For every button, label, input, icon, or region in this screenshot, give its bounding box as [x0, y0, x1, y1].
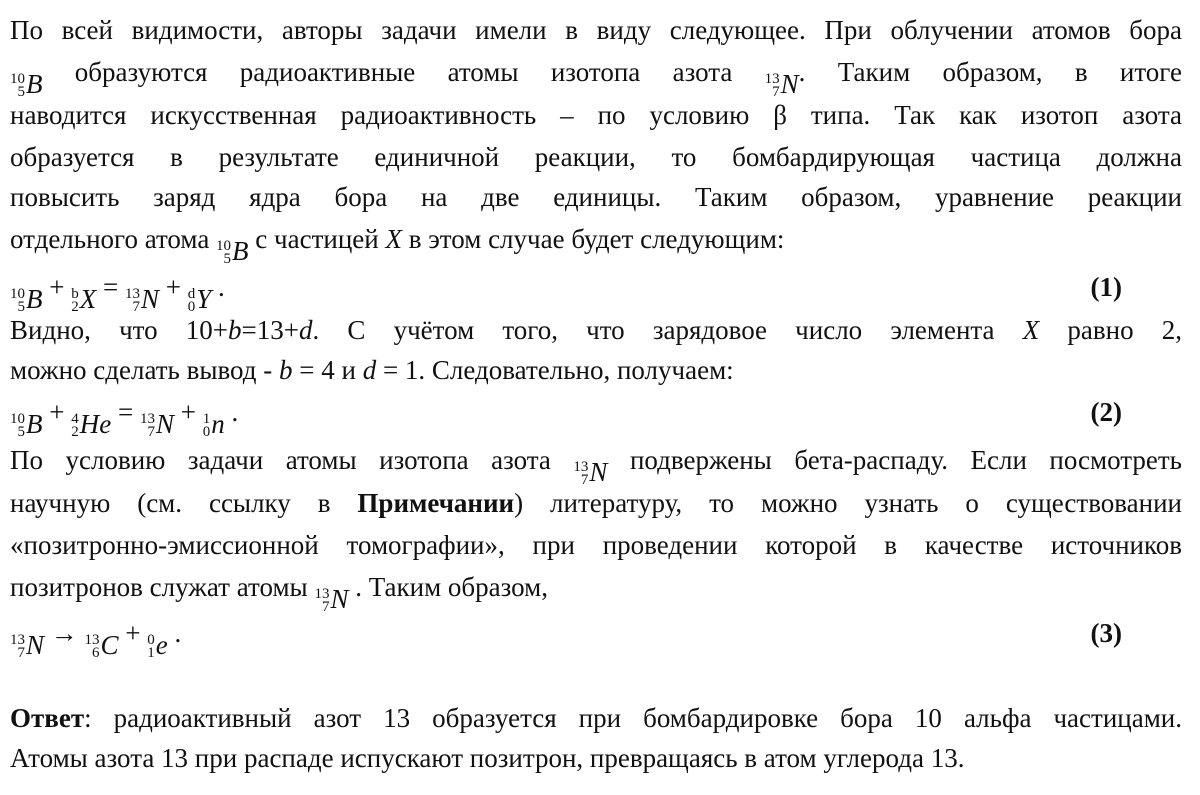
mass-number: b	[71, 286, 79, 302]
isotope	[147, 625, 167, 665]
charge-number: 2	[71, 299, 79, 315]
text-line: наводится искусственная радиоактивность – по условию β типа. Так как изотоп азота	[10, 100, 1182, 130]
isotope	[216, 231, 249, 271]
mass-number: 13	[573, 459, 589, 475]
element-symbol: n	[211, 409, 225, 439]
isotope-numbers	[71, 413, 79, 439]
element-symbol: e	[155, 630, 168, 660]
mass-number: 1	[202, 411, 211, 427]
isotope-numbers	[140, 413, 155, 439]
mass-number: 4	[71, 411, 79, 427]
element-symbol: N	[330, 584, 349, 614]
element-symbol: X	[79, 284, 97, 314]
element-symbol: N	[140, 284, 159, 314]
text-line: образуется в результате единичной реакции, то бомбардирующая частица должна	[10, 142, 1182, 172]
equation-line: 10 5 B + b 2 X = 13 7 N + d 0 Y . (1)	[10, 267, 1182, 307]
text-line: повысить заряд ядра бора на две единицы. Таким образом, уравнение реакции	[10, 182, 1182, 212]
math-variable: X	[385, 224, 402, 254]
mass-number: 10	[10, 71, 25, 87]
math-variable: d	[298, 315, 313, 345]
element-symbol: N	[589, 457, 608, 487]
isotope-numbers	[216, 240, 231, 266]
isotope	[71, 404, 111, 444]
math-variable: b	[279, 355, 293, 385]
mass-number: 13	[124, 286, 140, 302]
isotope-numbers	[314, 588, 329, 614]
charge-number: 7	[17, 645, 25, 661]
charge-number: 5	[17, 84, 25, 100]
math-variable: X	[1022, 315, 1040, 345]
isotope-numbers	[147, 634, 155, 660]
charge-number: 7	[132, 299, 140, 315]
text-line: Ответ: радиоактивный азот 13 образуется при бомбардировке бора 10 альфа частицами.	[10, 703, 1182, 733]
mass-number: 10	[10, 411, 25, 427]
mass-number: 13	[314, 586, 330, 602]
charge-number: 7	[580, 472, 589, 488]
isotope-numbers	[10, 413, 25, 439]
text-line: «позитронно-эмиссионной томографии», при проведении которой в качестве источников	[10, 530, 1182, 560]
text-line: 10 5 B образуются радиоактивные атомы изотопа азота 13 7 N . Таким образом, в итоге	[10, 52, 1182, 92]
text-line: позитронов служат атомы 13 7 N . Таким образом,	[10, 567, 1182, 607]
element-symbol: C	[100, 630, 119, 660]
charge-number: 6	[92, 645, 100, 661]
isotope	[203, 404, 225, 444]
isotope	[10, 404, 43, 444]
element-symbol: B	[232, 236, 249, 266]
equation-number: (3)	[1090, 618, 1122, 648]
element-symbol: N	[26, 630, 45, 660]
mass-number: 13	[139, 411, 155, 427]
element-symbol: Y	[196, 284, 212, 314]
element-symbol: N	[780, 69, 799, 99]
mass-number: 13	[10, 632, 25, 648]
mass-number: 13	[84, 632, 100, 648]
equation-line: 10 5 B + 4 2 He = 13 7 N + 1 0 n . (2)	[10, 392, 1182, 432]
isotope-numbers	[10, 634, 25, 660]
isotope	[10, 625, 44, 665]
isotope	[85, 625, 119, 665]
element-symbol: B	[26, 409, 43, 439]
mass-number: 10	[10, 286, 25, 302]
text-line: отдельного атома 10 5 B с частицей X в этом случае будет следующим:	[10, 219, 1182, 259]
mass-number: 10	[216, 238, 232, 254]
text-line: Видно, что 10+b=13+d. С учётом того, что зарядовое число элемента X равно 2,	[10, 315, 1183, 345]
charge-number: 7	[321, 599, 330, 615]
element-symbol: He	[79, 409, 112, 439]
charge-number: 0	[202, 424, 211, 440]
text-line: По условию задачи атомы изотопа азота 13 7 N подвержены бета-распаду. Если посмотреть	[10, 440, 1182, 480]
bold-text: Ответ	[10, 703, 85, 733]
element-symbol: B	[26, 69, 43, 99]
math-variable: b	[228, 315, 242, 345]
charge-number: 5	[17, 299, 25, 315]
text-line: По всей видимости, авторы задачи имели в виду следующее. При облучении атомов бора	[10, 15, 1182, 45]
isotope	[140, 404, 174, 444]
element-symbol: N	[155, 409, 174, 439]
isotope-numbers	[85, 634, 100, 660]
charge-number: 0	[187, 299, 196, 315]
charge-number: 5	[17, 424, 25, 440]
mass-number: 13	[764, 71, 780, 87]
charge-number: 7	[147, 424, 155, 440]
text-line: научную (см. ссылку в Примечании) литературу, то можно узнать о существовании	[10, 488, 1182, 518]
mass-number: 0	[147, 632, 155, 648]
equation-number: (2)	[1090, 397, 1122, 427]
equation-number: (1)	[1090, 272, 1122, 302]
text-line: Атомы азота 13 при распаде испускают позитрон, превращаясь в атом углерода 13.	[10, 743, 965, 773]
charge-number: 7	[772, 84, 780, 100]
charge-number: 2	[71, 424, 79, 440]
bold-text: Примечании	[357, 488, 515, 518]
charge-number: 1	[147, 645, 155, 661]
math-variable: d	[362, 355, 377, 385]
charge-number: 5	[223, 251, 232, 267]
equation-line: 13 7 N → 13 6 C + 0 1 e . (3)	[10, 613, 1182, 653]
mass-number: d	[187, 286, 196, 302]
text-line: можно сделать вывод - b = 4 и d = 1. Следовательно, получаем:	[10, 355, 734, 385]
element-symbol: B	[26, 284, 43, 314]
isotope-numbers	[203, 413, 211, 439]
